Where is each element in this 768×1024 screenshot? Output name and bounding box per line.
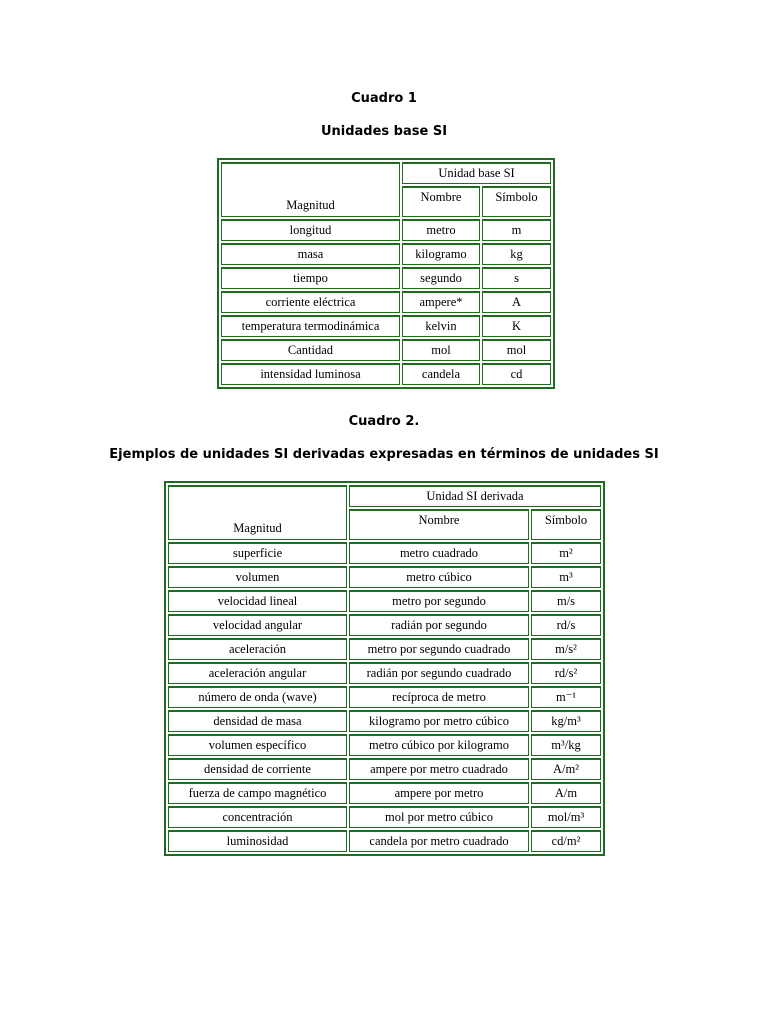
unit-symbol-cell: cd/m² (531, 830, 601, 852)
magnitude-cell: superficie (168, 542, 347, 564)
table1-header-symbol: Símbolo (482, 186, 551, 217)
magnitude-cell: aceleración angular (168, 662, 347, 684)
table-row (221, 243, 551, 265)
table-row (168, 590, 601, 612)
unit-name-cell: radián por segundo cuadrado (349, 662, 529, 684)
magnitude-cell: tiempo (221, 267, 400, 289)
table-row (221, 267, 551, 289)
magnitude-cell: número de onda (wave) (168, 686, 347, 708)
unit-symbol-cell: s (482, 267, 551, 289)
table-row (221, 363, 551, 385)
table-row (168, 686, 601, 708)
unit-symbol-cell: rd/s² (531, 662, 601, 684)
table2-body (168, 485, 601, 852)
table2-header-row (168, 485, 601, 507)
table-row (221, 339, 551, 361)
table-row (168, 782, 601, 804)
table1-header-row (221, 162, 551, 184)
table-row (168, 542, 601, 564)
magnitude-cell: concentración (168, 806, 347, 828)
unit-name-cell: mol por metro cúbico (349, 806, 529, 828)
unit-symbol-cell: mol (482, 339, 551, 361)
magnitude-cell: corriente eléctrica (221, 291, 400, 313)
unit-symbol-cell: A/m² (531, 758, 601, 780)
magnitude-cell: densidad de corriente (168, 758, 347, 780)
unit-name-cell: kilogramo (402, 243, 480, 265)
unit-name-cell: metro cuadrado (349, 542, 529, 564)
unit-name-cell: candela (402, 363, 480, 385)
magnitude-cell: masa (221, 243, 400, 265)
unit-symbol-cell: kg (482, 243, 551, 265)
table2-header-group: Unidad SI derivada (349, 485, 601, 507)
table-row (168, 614, 601, 636)
magnitude-cell: aceleración (168, 638, 347, 660)
table1-caption-number: Cuadro 1 (351, 91, 417, 106)
table-row (168, 830, 601, 852)
table2-header-name: Nombre (349, 509, 529, 540)
magnitude-cell: temperatura termodinámica (221, 315, 400, 337)
table-row (221, 219, 551, 241)
unit-symbol-cell: m³/kg (531, 734, 601, 756)
table2-caption-number: Cuadro 2. (348, 414, 420, 429)
unit-name-cell: recíproca de metro (349, 686, 529, 708)
magnitude-cell: fuerza de campo magnético (168, 782, 347, 804)
unit-name-cell: ampere por metro cuadrado (349, 758, 529, 780)
unit-name-cell: kelvin (402, 315, 480, 337)
table2-header-magnitude: Magnitud (168, 485, 347, 540)
table2-caption-title: Ejemplos de unidades SI derivadas expresadas en términos de unidades SI (109, 447, 659, 462)
si-base-units-table (217, 158, 555, 389)
magnitude-cell: longitud (221, 219, 400, 241)
magnitude-cell: luminosidad (168, 830, 347, 852)
unit-symbol-cell: m/s (531, 590, 601, 612)
unit-symbol-cell: mol/m³ (531, 806, 601, 828)
unit-name-cell: ampere por metro (349, 782, 529, 804)
table2-header-symbol: Símbolo (531, 509, 601, 540)
table-row (168, 734, 601, 756)
table-row (168, 758, 601, 780)
table-row (168, 710, 601, 732)
unit-symbol-cell: A/m (531, 782, 601, 804)
magnitude-cell: densidad de masa (168, 710, 347, 732)
unit-name-cell: metro por segundo (349, 590, 529, 612)
unit-name-cell: kilogramo por metro cúbico (349, 710, 529, 732)
table-row (168, 806, 601, 828)
table-row (221, 315, 551, 337)
unit-name-cell: metro cúbico (349, 566, 529, 588)
table-row (168, 638, 601, 660)
magnitude-cell: intensidad luminosa (221, 363, 400, 385)
unit-symbol-cell: m² (531, 542, 601, 564)
unit-name-cell: metro cúbico por kilogramo (349, 734, 529, 756)
table-row (168, 662, 601, 684)
table-row (221, 291, 551, 313)
unit-symbol-cell: K (482, 315, 551, 337)
unit-symbol-cell: m⁻¹ (531, 686, 601, 708)
unit-name-cell: segundo (402, 267, 480, 289)
unit-symbol-cell: cd (482, 363, 551, 385)
table1-body (221, 162, 551, 385)
unit-symbol-cell: m/s² (531, 638, 601, 660)
table1-header-name: Nombre (402, 186, 480, 217)
magnitude-cell: volumen (168, 566, 347, 588)
table-row (168, 566, 601, 588)
unit-symbol-cell: rd/s (531, 614, 601, 636)
unit-name-cell: ampere* (402, 291, 480, 313)
magnitude-cell: velocidad lineal (168, 590, 347, 612)
unit-name-cell: candela por metro cuadrado (349, 830, 529, 852)
magnitude-cell: Cantidad (221, 339, 400, 361)
unit-symbol-cell: m (482, 219, 551, 241)
magnitude-cell: velocidad angular (168, 614, 347, 636)
unit-symbol-cell: m³ (531, 566, 601, 588)
unit-symbol-cell: kg/m³ (531, 710, 601, 732)
unit-name-cell: metro (402, 219, 480, 241)
table1-header-group: Unidad base SI (402, 162, 551, 184)
table1-caption-title: Unidades base SI (320, 124, 448, 139)
unit-name-cell: metro por segundo cuadrado (349, 638, 529, 660)
unit-symbol-cell: A (482, 291, 551, 313)
table1-header-magnitude: Magnitud (221, 162, 400, 217)
si-derived-units-table (164, 481, 605, 856)
unit-name-cell: radián por segundo (349, 614, 529, 636)
magnitude-cell: volumen específico (168, 734, 347, 756)
unit-name-cell: mol (402, 339, 480, 361)
